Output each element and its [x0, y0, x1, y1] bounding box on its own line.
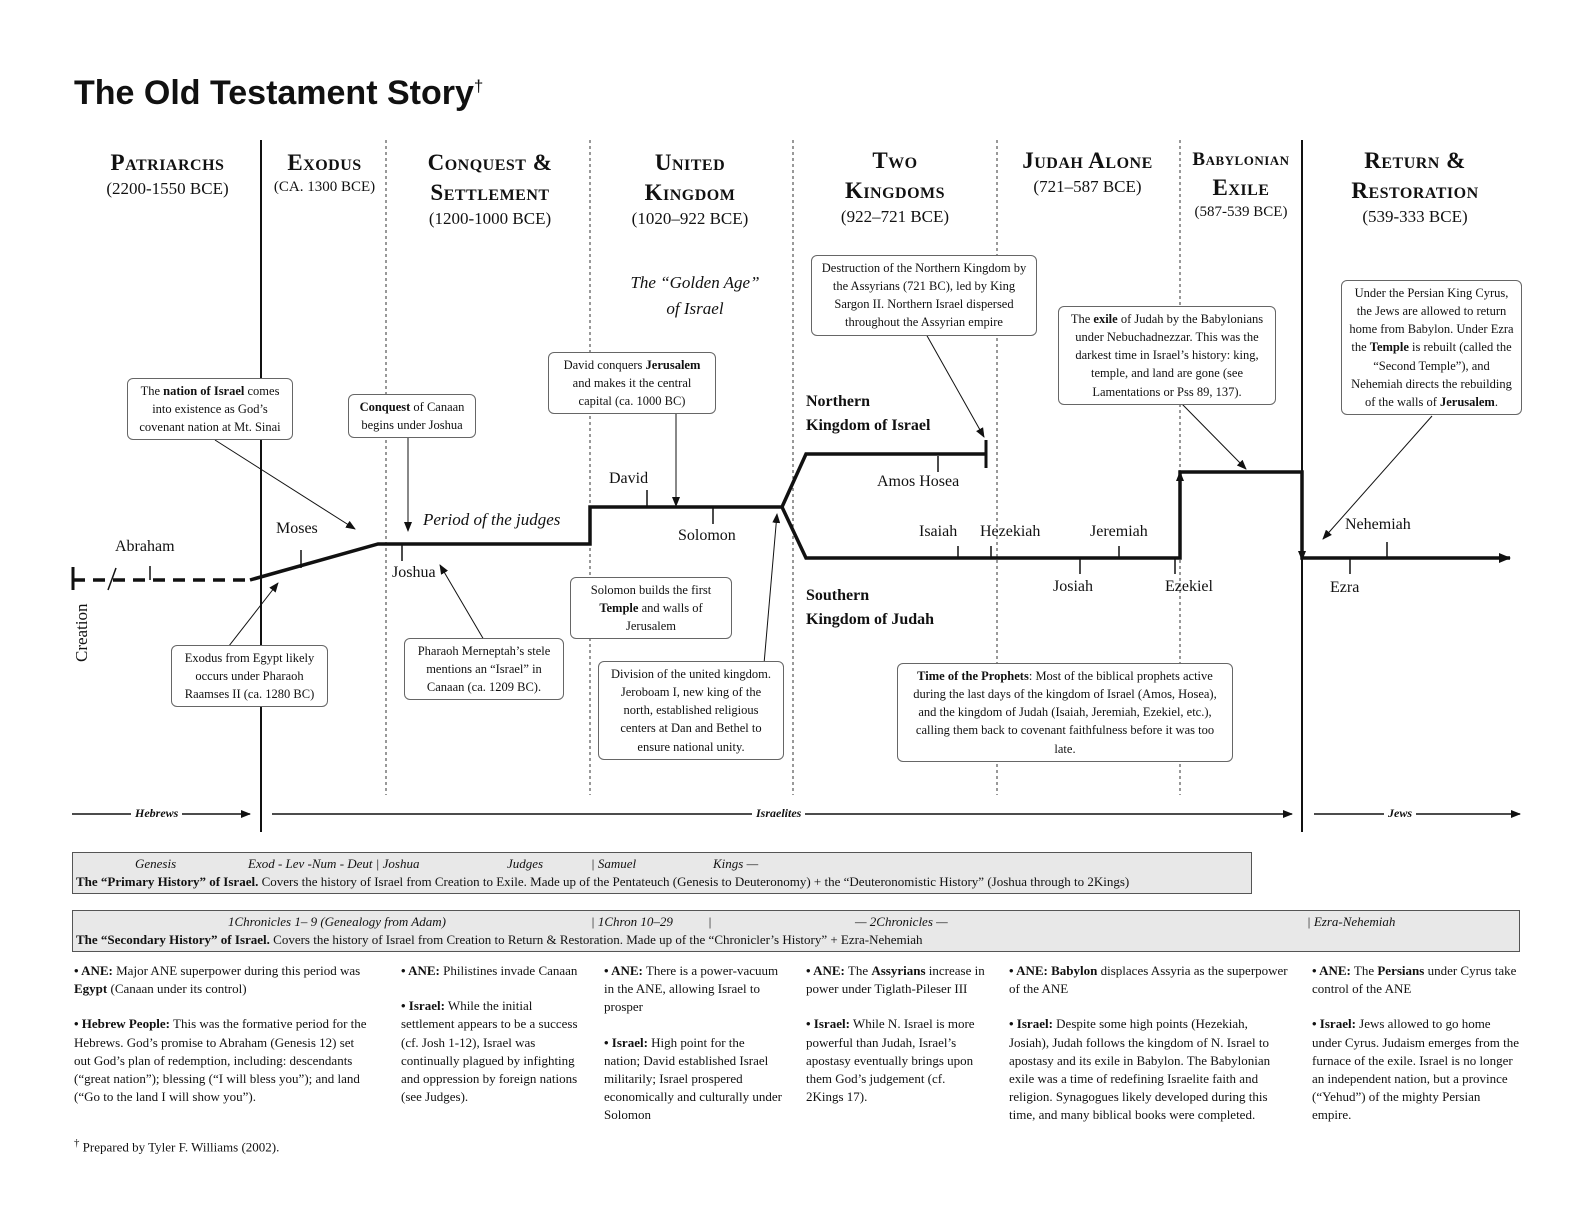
era-babylonian-exile: Babylonian Exile (587-539 BCE) [1192, 149, 1290, 220]
label-solomon: Solomon [678, 527, 736, 544]
label-isaiah: Isaiah [919, 523, 958, 540]
notes-column-6: • ANE: The Persians under Cyrus take control of the ANE • Israel: Jews allowed to go home under Cyrus. Judaism emerges from the furnace of the exile. Israel is no longer an independent nation, but a province (“Yehud”) of the mighty Persian empire. [1312, 963, 1519, 1123]
primary-history-bar: Genesis Exod - Lev -Num - Deut | Joshua Judges | Samuel Kings — The “Primary History” of Israel. Covers the history of Israel from Creation to Exile. Made up of the Pentateuch (Genesis to Deuteronomy) + the “Deuteronomistic History” (Joshua through to 2Kings) [72, 852, 1252, 894]
label-amos-hosea: Amos Hosea [877, 473, 960, 490]
era-return-restoration: Return & Restoration (539-333 BCE) [1351, 148, 1479, 226]
notes-column-1: • ANE: Major ANE superpower during this period was Egypt (Canaan under its control) • Hebrew People: This was the formative period for the Hebrews. God’s promise to Abraham (Genesis 12) set out God’s plan of redemption, including: descendants (“great nation”); blessing (“I will bless you”); and land (“Go to the land I will show you”). [74, 963, 367, 1105]
label-david: David [609, 470, 649, 487]
callout-prophets: Time of the Prophets: Most of the biblical prophets active during the last days of the kingdom of Israel (Amos, Hosea), and the kingdom of Judah (Isaiah, Jeremiah, Ezekiel, etc.), calling them back to covenant faithfulness before it was too late. [897, 663, 1233, 762]
callout-merneptah: Pharaoh Merneptah’s stele mentions an “Israel” in Canaan (ca. 1209 BC). [404, 638, 564, 700]
callout-exodus: Exodus from Egypt likely occurs under Pharaoh Raamses II (ca. 1280 BC) [171, 645, 328, 707]
callout-destruction: Destruction of the Northern Kingdom by the Assyrians (721 BC), led by King Sargon II. Northern Israel dispersed throughout the Assyrian empire [811, 255, 1037, 336]
creation-label: Creation [72, 603, 91, 662]
people-hebrews: Hebrews [131, 806, 182, 821]
notes-column-5: • ANE: Babylon displaces Assyria as the superpower of the ANE • Israel: Despite some high points (Hezekiah, Josiah), Judah follows the kingdom of N. Israel to apostasy and its exile in Babylon. The Babylonian exile was a time of redefining Israelite faith and religion. Synagogues likely developed during this time, and many biblical books were completed. [1009, 963, 1288, 1123]
page-title: The Old Testament Story† [74, 74, 484, 112]
label-hezekiah: Hezekiah [980, 523, 1041, 540]
era-united-kingdom: United Kingdom (1020–922 BCE) [631, 150, 749, 228]
callout-exile: The exile of Judah by the Babylonians under Nebuchadnezzar. This was the darkest time in Israel’s history: king, temple, and land are gone (see Lamentations or Pss 89, 137). [1058, 306, 1276, 405]
label-moses: Moses [276, 520, 318, 537]
era-exodus: Exodus (CA. 1300 BCE) [273, 150, 376, 195]
label-ezekiel: Ezekiel [1165, 578, 1213, 595]
notes-column-2: • ANE: Philistines invade Canaan • Israel: While the initial settlement appears to be a success (cf. Josh 1-12), Israel was continually plagued by infighting and oppression by foreign nations (see Judges). [401, 963, 578, 1105]
label-josiah: Josiah [1053, 578, 1093, 595]
label-joshua: Joshua [392, 564, 436, 581]
notes-column-4: • ANE: The Assyrians increase in power under Tiglath-Pileser III • Israel: While N. Israel is more powerful than Judah, Israel’s apostasy eventually brings upon them God’s judgement (cf. 2Kings 17). [806, 963, 985, 1105]
period-judges-label: Period of the judges [423, 510, 561, 529]
label-jeremiah: Jeremiah [1090, 523, 1148, 540]
label-northern-kingdom: Northern Kingdom of Israel [806, 393, 931, 434]
era-conquest: Conquest & Settlement (1200-1000 BCE) [427, 150, 553, 228]
era-patriarchs: Patriarchs (2200-1550 BCE) [106, 150, 229, 198]
footnote: † Prepared by Tyler F. Williams (2002). [74, 1137, 280, 1155]
label-southern-kingdom: Southern Kingdom of Judah [806, 587, 935, 628]
callout-conquest: Conquest of Canaan begins under Joshua [348, 394, 476, 438]
era-two-kingdoms: Two Kingdoms (922–721 BCE) [840, 148, 950, 226]
people-jews: Jews [1384, 806, 1416, 821]
callout-sinai: The nation of Israel comes into existence as God’s covenant nation at Mt. Sinai [127, 378, 293, 440]
dagger-mark: † [473, 76, 484, 96]
notes-column-3: • ANE: There is a power-vacuum in the ANE, allowing Israel to prosper • Israel: High point for the nation; David established Israel militarily; Israel prospered economically and culturally under Solomon [604, 963, 782, 1123]
callout-temple: Solomon builds the first Temple and walls of Jerusalem [570, 577, 732, 639]
era-judah-alone: Judah Alone (721–587 BCE) [1022, 148, 1153, 196]
callout-division: Division of the united kingdom. Jeroboam I, new king of the north, established religious centers at Dan and Bethel to ensure national unity. [598, 661, 784, 760]
label-abraham: Abraham [115, 538, 175, 555]
label-nehemiah: Nehemiah [1345, 516, 1411, 533]
golden-age-label: The “Golden Age” of Israel [630, 273, 760, 318]
secondary-history-bar: 1Chronicles 1– 9 (Genealogy from Adam) | 1Chron 10–29 | — 2Chronicles — | Ezra-Nehemiah The “Secondary History” of Israel. Covers the history of Israel from Creation to Return & Restoration. Made up of the “Chronicler’s History” + Ezra-Nehemiah [72, 910, 1520, 952]
people-israelites: Israelites [752, 806, 805, 821]
callout-jerusalem: David conquers Jerusalem and makes it the central capital (ca. 1000 BC) [548, 352, 716, 414]
callout-cyrus: Under the Persian King Cyrus, the Jews are allowed to return home from Babylon. Under Ezra the Temple is rebuilt (called the “Second Temple”), and Nehemiah directs the rebuilding of the walls of Jerusalem. [1341, 280, 1522, 415]
label-ezra: Ezra [1330, 579, 1360, 596]
